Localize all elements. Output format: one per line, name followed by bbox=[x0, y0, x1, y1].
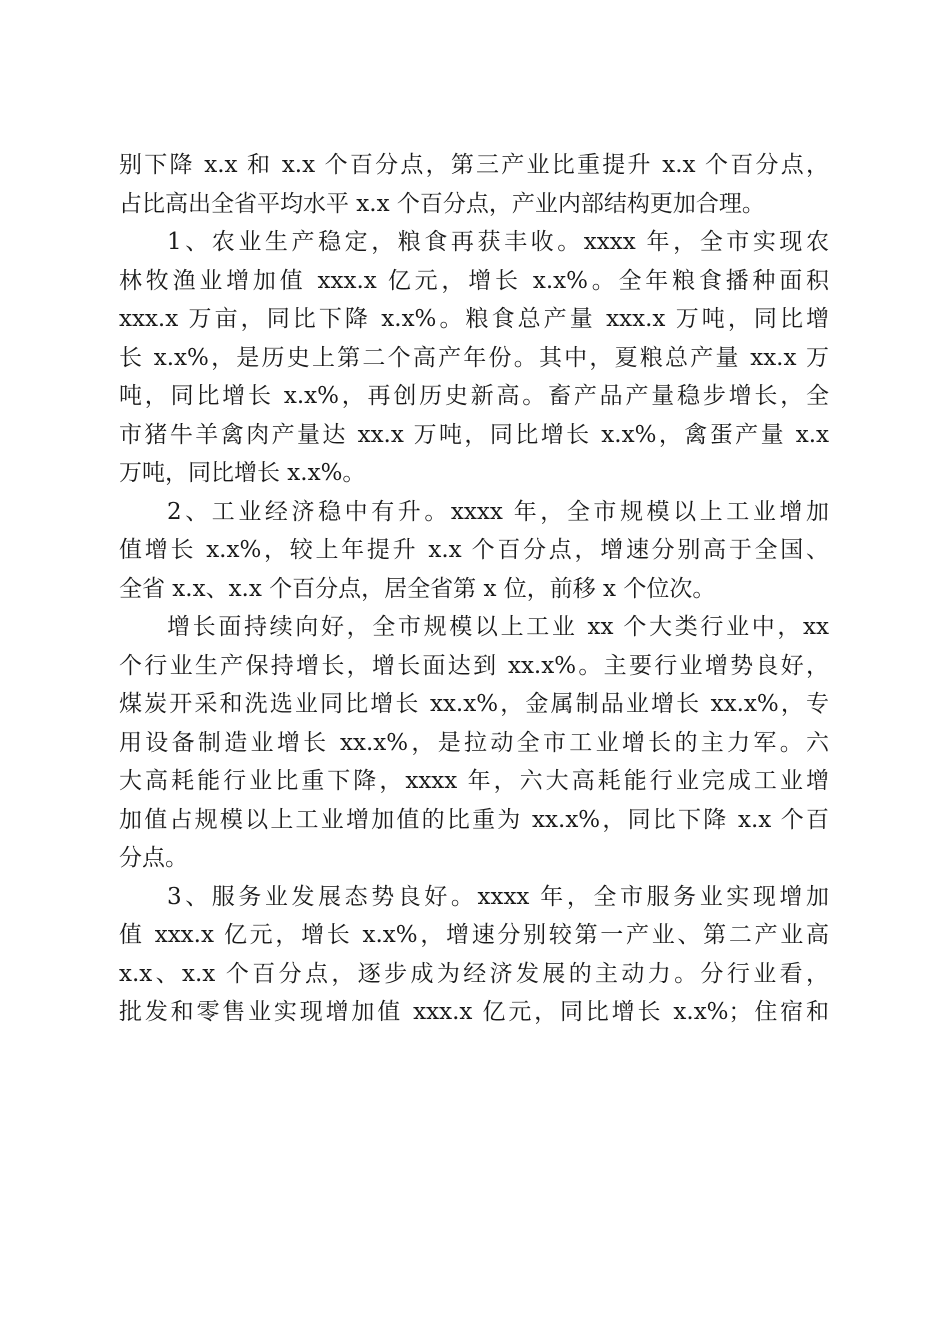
text-line: 加值占规模以上工业增加值的比重为 xx.x%，同比下降 x.x 个百 bbox=[119, 806, 829, 833]
text-line: 个行业生产保持增长，增长面达到 xx.x%。主要行业增势良好， bbox=[119, 652, 829, 679]
text-line: 值 xxx.x 亿元，增长 x.x%，增速分别较第一产业、第二产业高 bbox=[119, 922, 829, 948]
text-line: 1、农业生产稳定，粮食再获丰收。xxxx 年，全市实现农 bbox=[167, 229, 829, 255]
document-body bbox=[119, 146, 829, 1032]
text-line: 3、服务业发展态势良好。xxxx 年，全市服务业实现增加 bbox=[167, 883, 829, 910]
text-line: 占比高出全省平均水平 x.x 个百分点，产业内部结构更加合理。 bbox=[119, 190, 765, 217]
text-line: 长 x.x%，是历史上第二个高产年份。其中，夏粮总产量 xx.x 万 bbox=[119, 344, 829, 371]
text-line: 批发和零售业实现增加值 xxx.x 亿元，同比增长 x.x%；住宿和 bbox=[119, 999, 829, 1025]
text-line: 2、工业经济稳中有升。xxxx 年，全市规模以上工业增加 bbox=[167, 498, 829, 525]
text-line: 吨，同比增长 x.x%，再创历史新高。畜产品产量稳步增长，全 bbox=[119, 383, 829, 409]
text-line: 别下降 x.x 和 x.x 个百分点，第三产业比重提升 x.x 个百分点， bbox=[119, 152, 829, 178]
text-line: 全省 x.x、x.x 个百分点，居全省第 x 位，前移 x 个位次。 bbox=[119, 575, 716, 602]
text-line: 增长面持续向好，全市规模以上工业 xx 个大类行业中，xx bbox=[167, 614, 829, 640]
text-line: 市猪牛羊禽肉产量达 xx.x 万吨，同比增长 x.x%，禽蛋产量 x.x bbox=[119, 421, 829, 448]
text-line: 万吨，同比增长 x.x%。 bbox=[119, 460, 366, 486]
text-line: 煤炭开采和洗选业同比增长 xx.x%，金属制品业增长 xx.x%，专 bbox=[119, 691, 829, 717]
text-line: 林牧渔业增加值 xxx.x 亿元，增长 x.x%。全年粮食播种面积 bbox=[119, 267, 829, 294]
text-line: x.x、x.x 个百分点，逐步成为经济发展的主动力。分行业看， bbox=[119, 960, 829, 987]
text-line: 大高耗能行业比重下降，xxxx 年，六大高耗能行业完成工业增 bbox=[119, 768, 829, 794]
text-line: 用设备制造业增长 xx.x%，是拉动全市工业增长的主力军。六 bbox=[119, 729, 829, 756]
text-line: 分点。 bbox=[119, 845, 188, 871]
text-line: xxx.x 万亩，同比下降 x.x%。粮食总产量 xxx.x 万吨，同比增 bbox=[119, 306, 829, 332]
text-line: 值增长 x.x%，较上年提升 x.x 个百分点，增速分别高于全国、 bbox=[119, 537, 829, 563]
